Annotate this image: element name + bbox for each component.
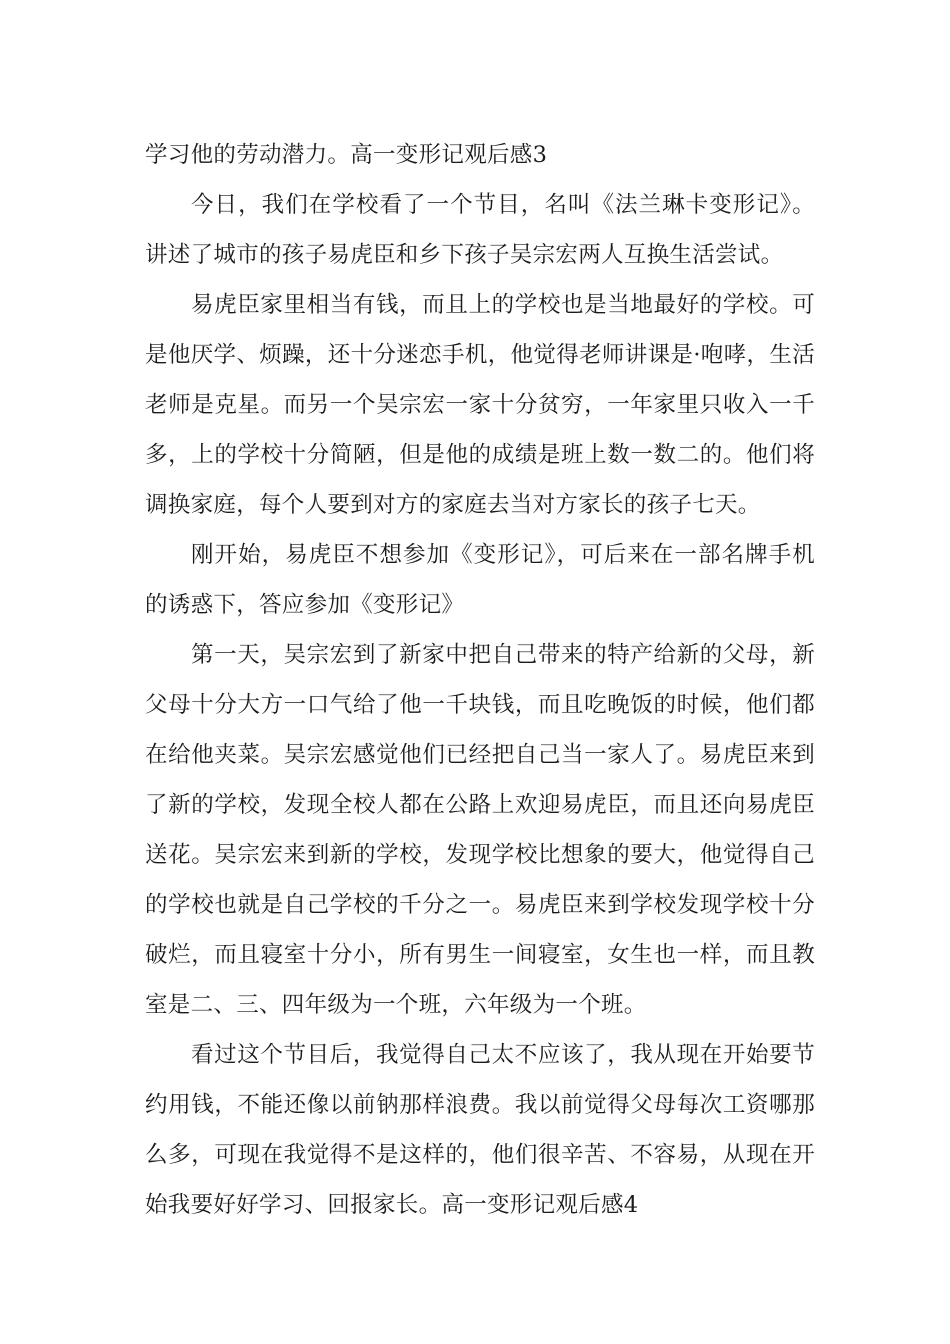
paragraph-background: 易虎臣家里相当有钱，而且上的学校也是当地最好的学校。可是他厌学、烦躁，还十分迷恋手机，他觉得老师讲课是·咆哮，生活老师是克星。而另一个吴宗宏一家十分贫穷，一年家里只收入一千多，上的学校十分简陋，但是他的成绩是班上数一数二的。他们将调换家庭，每个人要到对方的家庭去当对方家长的孩子七天。 (145, 292, 815, 518)
paragraph-reflection: 看过这个节目后，我觉得自己太不应该了，我从现在开始要节约用钱，不能还像以前钠那样浪费。我以前觉得父母每次工资哪那么多，可现在我觉得不是这样的，他们很辛苦、不容易，从现在开始我要好好学习、回报家长。高一变形记观后感4 (145, 1042, 815, 1218)
paragraph-start: 刚开始，易虎臣不想参加《变形记》，可后来在一部名牌手机的诱惑下，答应参加《变形记》 (145, 542, 815, 618)
document-body (145, 130, 815, 1230)
paragraph-first-day: 第一天，吴宗宏到了新家中把自己带来的特产给新的父母，新父母十分大方一口气给了他一千块钱，而且吃晚饭的时候，他们都在给他夹菜。吴宗宏感觉他们已经把自己当一家人了。易虎臣来到了新的学校，发现全校人都在公路上欢迎易虎臣，而且还向易虎臣送花。吴宗宏来到新的学校，发现学校比想象的要大，他觉得自己的学校也就是自己学校的千分之一。易虎臣来到学校发现学校十分破烂，而且寝室十分小，所有男生一间寝室，女生也一样，而且教室是二、三、四年级为一个班，六年级为一个班。 (145, 642, 815, 1018)
paragraph-intro: 今日，我们在学校看了一个节目，名叫《法兰琳卡变形记》。讲述了城市的孩子易虎臣和乡下孩子吴宗宏两人互换生活尝试。 (145, 192, 815, 268)
paragraph-continuation: 学习他的劳动潜力。高一变形记观后感3 (145, 142, 548, 168)
